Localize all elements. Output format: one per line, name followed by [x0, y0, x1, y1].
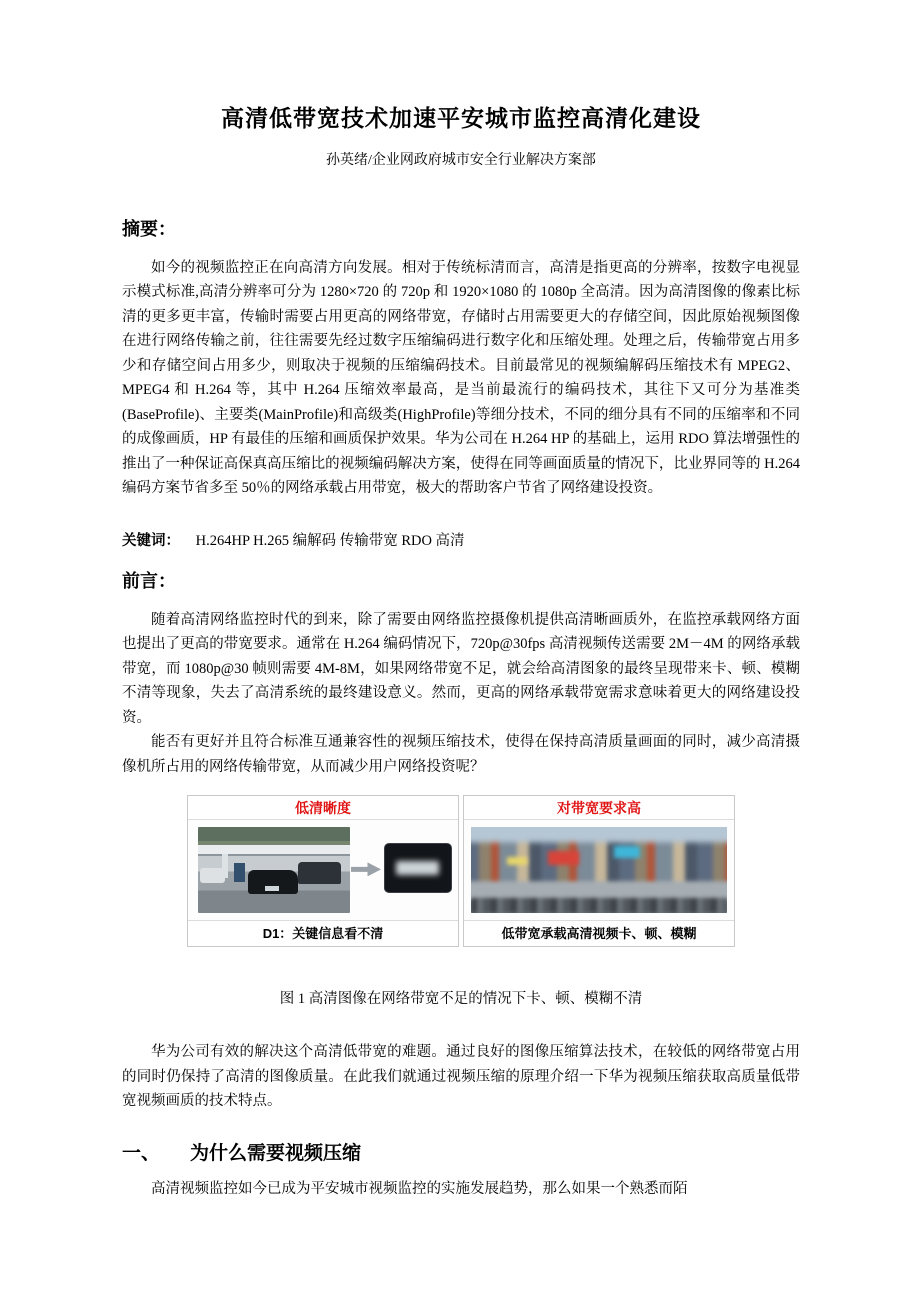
gas-station-photo	[188, 820, 458, 920]
city-street-photo	[464, 820, 734, 920]
billboard-blue-shape	[614, 846, 640, 858]
foreword-heading: 前言：	[122, 570, 176, 591]
abstract-heading: 摘要：	[122, 219, 176, 239]
license-plate-shape	[265, 886, 279, 891]
figure-1	[187, 795, 735, 947]
figure-caption: 图 1 高清图像在网络带宽不足的情况下卡、顿、模糊不清	[279, 991, 643, 1008]
foreword-paragraph-2: 能否有更好并且符合标准互通兼容性的视频压缩技术，使得在保持高清质量画面的同时，减少高清摄像机所占用的网络传输带宽，从而减少用户网络投资呢？	[122, 734, 800, 775]
street-crowd-shape	[471, 898, 727, 913]
figure-right-header: 对带宽要求高	[464, 796, 734, 820]
keywords-line	[122, 529, 800, 553]
canopy-shape	[198, 845, 350, 854]
document-content	[0, 100, 920, 1201]
gas-station-scene	[198, 827, 350, 913]
suv-silhouette	[298, 862, 341, 884]
section-1-title: 为什么需要视频压缩	[190, 1142, 362, 1164]
fuel-pump-shape	[234, 863, 245, 882]
white-car-silhouette	[200, 868, 226, 883]
figure-left-header: 低清晰度	[188, 796, 458, 820]
zoom-arrow-icon	[351, 862, 381, 876]
foreword-paragraph-1: 随着高清网络监控时代的到来，除了需要由网络监控摄像机提供高清晰画质外，在监控承载网络方面也提出了更高的带宽要求。通常在 H.264 编码情况下，720p@30fps 高清视频传送需要 2M－4M 的网络承载带宽，而 1080p@30 帧则需要 4M-8M，如果网络带宽不足，就会给高清图象的最终呈现带来卡、顿、模糊不清等现象，失去了高清系统的最终建设意义。然而，更高的网络承载带宽需求意味着更大的网络建设投资。	[122, 611, 800, 726]
figure-right-panel	[463, 795, 735, 947]
keywords-text: H.264HP H.265 编解码 传输带宽 RDO 高清	[195, 532, 465, 549]
section-1-numeral: 一、	[122, 1142, 161, 1164]
section-1-heading	[122, 1138, 800, 1165]
after-figure-paragraph: 华为公司有效的解决这个高清低带宽的难题。通过良好的图像压缩算法技术，在较低的网络带宽占用的同时仍保持了高清的图像质量。在此我们就通过视频压缩的原理介绍一下华为视频压缩获取高质量低带宽视频画质的技术特点。	[122, 1044, 800, 1110]
page-title: 高清低带宽技术加速平安城市监控高清化建设	[221, 105, 701, 131]
author-line: 孙英绪/企业网政府城市安全行业解决方案部	[326, 153, 596, 168]
blurry-city-scene	[471, 827, 727, 913]
billboard-yellow-shape	[507, 857, 527, 866]
figure-right-caption: 低带宽承载高清视频卡、顿、模糊	[464, 920, 734, 946]
blurry-plate-inset	[385, 844, 451, 892]
billboard-red-shape	[548, 851, 579, 865]
abstract-paragraph: 如今的视频监控正在向高清方向发展。相对于传统标清而言，高清是指更高的分辨率，按数字电视显示模式标准,高清分辨率可分为 1280×720 的 720p 和 1920×1080 的 1080p 全高清。因为高清图像的像素比标清的更多更丰富，传输时需要占用更高的网络带宽，存储时占用需要更大的存储空间，因此原始视频图像在进行网络传输之前，往往需要先经过数字压缩编码进行数字化和压缩处理。处理之后，传输带宽占用多少和存储空间占用多少，则取决于视频的压缩编码技术。目前最常见的视频编解码压缩技术有 MPEG2、MPEG4 和 H.264 等，其中 H.264 压缩效率最高，是当前最流行的编码技术，其往下又可分为基准类(BaseProfile)、主要类(MainProfile)和高级类(HighProfile)等细分技术，不同的细分具有不同的压缩率和不同的成像画质，HP 有最佳的压缩和画质保护效果。华为公司在 H.264 HP 的基础上，运用 RDO 算法增强性的推出了一种保证高保真高压缩比的视频编码解决方案，使得在同等画面质量的情况下，比业界同等的 H.264 编码方案节省多至 50％的网络承载占用带宽，极大的帮助客户节省了网络建设投资。	[122, 259, 800, 497]
figure-left-panel	[187, 795, 459, 947]
section-1-paragraph: 高清视频监控如今已成为平安城市视频监控的实施发展趋势，那么如果一个熟悉而陌	[151, 1180, 688, 1197]
figure-left-caption: D1：关键信息看不清	[188, 920, 458, 946]
keywords-label: 关键词：	[122, 532, 180, 549]
blurred-license-plate	[396, 861, 440, 875]
